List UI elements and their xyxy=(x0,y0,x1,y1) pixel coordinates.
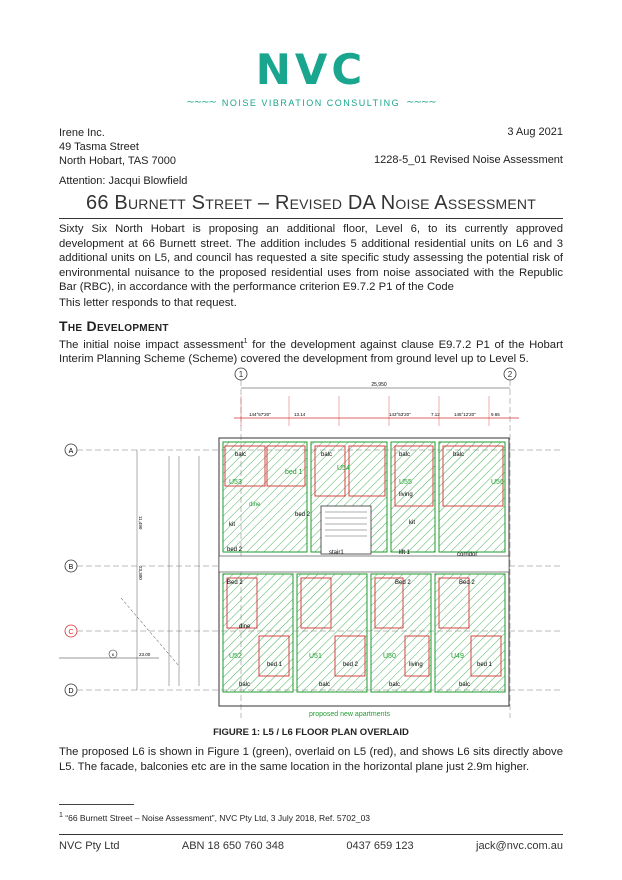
dim-length-2: 7.12 xyxy=(431,412,440,417)
section-heading: The Development xyxy=(59,318,169,334)
dim-bearing-3: 145°12'20" xyxy=(454,412,476,417)
development-paragraph xyxy=(59,335,563,367)
unit-label-u56: U56 xyxy=(491,479,504,486)
room-stair: stair1 xyxy=(329,550,344,556)
wave-left-icon: ∼∼∼∼ xyxy=(186,97,216,108)
unit-label-u55: U55 xyxy=(399,479,412,486)
recipient-company: Irene Inc. xyxy=(59,127,105,139)
room-kit-1: kit xyxy=(229,522,235,528)
room-bed2-1: bed 2 xyxy=(227,547,243,553)
room-bed1-3: bed 1 xyxy=(477,662,493,668)
room-bed2-2: bed 2 xyxy=(295,512,311,518)
figure-description: The proposed L6 is shown in Figure 1 (green), overlaid on L5 (red), and shows L6 sits directly above L5. The facade, balconies etc are in the same location in the horizontal plane just 2.9m higher. xyxy=(59,746,563,773)
unit-label-u53: U53 xyxy=(229,479,242,486)
dim-marker: 6 xyxy=(111,652,115,657)
room-living-2: living xyxy=(409,662,423,668)
dim-length-1: 13.14 xyxy=(294,412,306,417)
footnote xyxy=(59,812,370,823)
footer-email[interactable]: jack@nvc.com.au xyxy=(476,840,563,852)
footer-phone[interactable]: 0437 659 123 xyxy=(346,840,414,852)
figure-caption: FIGURE 1: L5 / L6 FLOOR PLAN OVERLAID xyxy=(213,727,409,738)
footer xyxy=(59,840,563,852)
dim-horizontal: 23.00 xyxy=(139,652,151,657)
room-bed2-5: Bed 2 xyxy=(459,580,475,586)
dim-vertical-2: 23,300 xyxy=(138,566,143,580)
footer-rule xyxy=(59,834,563,835)
room-balc-1: balc xyxy=(235,452,247,458)
recipient-street: 49 Tasma Street xyxy=(59,141,139,153)
room-lift: lift 1 xyxy=(399,550,411,556)
intro-paragraph: Sixty Six North Hobart is proposing an additional floor, Level 6, to its currently approved development at 66 Burnett street. The addition includes 5 additional residential units on L6 and 3 additional units on L5, and council has requested a site specific study assessing the potential risk of environmental nuisance to the proposed residential uses from noise associated with the Republic Bar (RBC), in accordance with the performance criterion E9.7.2 P1 of the Code xyxy=(59,223,563,294)
title-rule xyxy=(59,218,563,219)
footnote-ref: 1 xyxy=(243,338,248,345)
dim-overall: 25,950 xyxy=(371,382,387,388)
footnote-rule xyxy=(59,804,134,805)
room-balc-7: balc xyxy=(389,682,401,688)
room-balc-4: balc xyxy=(453,452,465,458)
room-dine-2: dine xyxy=(239,624,251,630)
development-text-b: for the development against clause E9.7.2 P1 of the Hobart Interim Planning Scheme (Scheme) covered the development from ground level up to Level 5. xyxy=(59,338,563,366)
room-balc-2: balc xyxy=(321,452,333,458)
floor-plan-figure xyxy=(59,366,563,718)
unit-label-u50: U50 xyxy=(383,653,396,660)
grid-label-a: A xyxy=(68,448,74,455)
room-kit-2: kit xyxy=(409,520,415,526)
room-dine-1: dine xyxy=(249,502,261,508)
wave-right-icon: ∼∼∼∼ xyxy=(406,97,436,108)
grid-label-b: B xyxy=(68,564,74,571)
room-living-1: living xyxy=(399,492,413,498)
document-title: 66 Burnett Street – Revised DA Noise Assessment xyxy=(86,192,536,214)
grid-label-c: C xyxy=(68,629,74,636)
unit-label-u49: U49 xyxy=(451,653,464,660)
footnote-number: 1 xyxy=(59,812,63,819)
room-corridor: corridor xyxy=(457,552,478,558)
unit-label-u52: U52 xyxy=(229,653,242,660)
unit-label-u51: U51 xyxy=(309,653,322,660)
room-balc-5: balc xyxy=(239,682,251,688)
grid-label-d: D xyxy=(68,688,74,695)
room-bed2-6: bed 2 xyxy=(343,662,359,668)
response-paragraph: This letter responds to that request. xyxy=(59,297,237,309)
footnote-text: “66 Burnett Street – Noise Assessment”, NVC Pty Ltd, 3 July 2018, Ref. 5702_03 xyxy=(65,812,371,823)
dim-length-3: 9.65 xyxy=(491,412,500,417)
logo-wordmark: NVC xyxy=(255,45,367,94)
unit-label-u54: U54 xyxy=(337,465,350,472)
room-balc-3: balc xyxy=(399,452,411,458)
room-bed1-2: bed 1 xyxy=(267,662,283,668)
bottom-units xyxy=(223,574,505,692)
footer-abn: ABN 18 650 760 348 xyxy=(181,840,285,852)
recipient-attention: Attention: Jacqui Blowfield xyxy=(59,175,188,187)
room-bed2-4: Bed 2 xyxy=(395,580,411,586)
logo-tagline: NOISE VIBRATION CONSULTING xyxy=(221,97,401,108)
logo xyxy=(0,45,622,110)
room-balc-8: balc xyxy=(459,682,471,688)
letter-reference: 1228-5_01 Revised Noise Assessment xyxy=(374,154,563,166)
dim-bearing-1: 144°57'20" xyxy=(249,412,271,417)
grid-label-2: 2 xyxy=(507,370,513,379)
logo-tagline-row xyxy=(186,97,435,108)
dim-bearing-2: 143°53'20" xyxy=(389,412,411,417)
room-balc-6: balc xyxy=(319,682,331,688)
figure-note: proposed new apartments xyxy=(309,711,390,718)
letter-date: 3 Aug 2021 xyxy=(507,126,563,138)
dim-vertical-1: 11,490 xyxy=(138,516,143,530)
grid-label-1: 1 xyxy=(238,370,244,379)
footer-company: NVC Pty Ltd xyxy=(59,840,120,852)
room-bed1-1: bed 1 xyxy=(285,469,303,476)
development-text-a: The initial noise impact assessment xyxy=(59,338,244,351)
recipient-city: North Hobart, TAS 7000 xyxy=(59,155,176,167)
room-bed2-3: Bed 2 xyxy=(227,580,243,586)
